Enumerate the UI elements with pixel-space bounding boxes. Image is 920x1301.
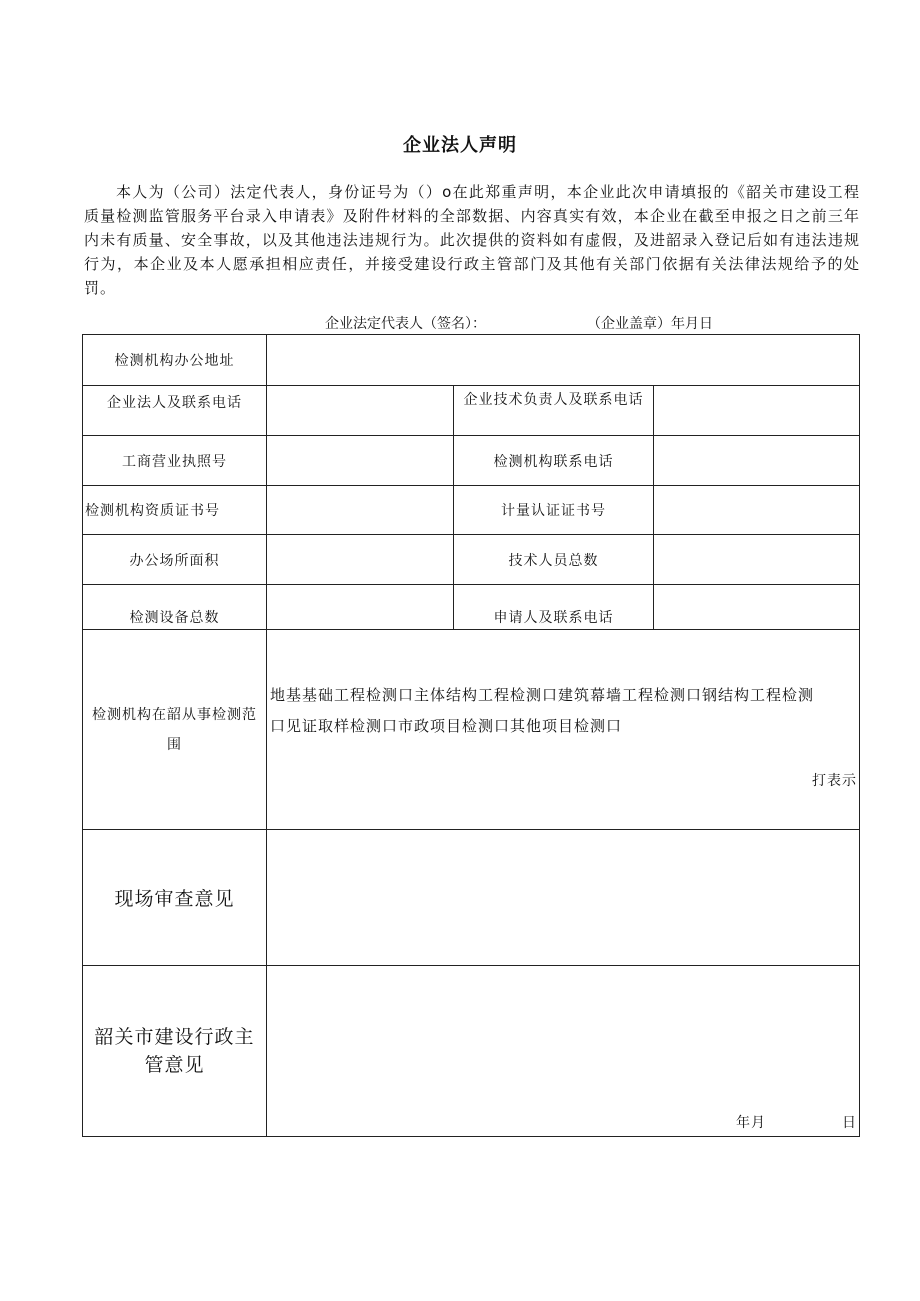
applicant-field[interactable]	[654, 585, 860, 630]
scope-options[interactable]	[270, 680, 860, 742]
office-address-label: 检测机构办公地址	[83, 335, 267, 386]
agency-phone-label: 检测机构联系电话	[454, 436, 654, 486]
applicant-label: 申请人及联系电话	[454, 585, 654, 630]
office-address-field[interactable]	[267, 335, 860, 386]
authority-opinion-label: 韶关市建设行政主管意见	[83, 966, 267, 1137]
scope-options-line-2: 口见证取样检测口市政项目检测口其他项目检测口	[270, 717, 623, 735]
office-area-label: 办公场所面积	[83, 535, 267, 585]
scope-options-line-1: 地基基础工程检测口主体结构工程检测口建筑幕墙工程检测口钢结构工程检测	[270, 686, 815, 704]
seal-date-label: （企业盖章）年月日	[587, 316, 713, 332]
equipment-field[interactable]	[267, 585, 454, 630]
legal-person-label: 企业法人及联系电话	[83, 386, 267, 436]
scope-label: 检测机构在韶从事检测范围	[83, 630, 267, 830]
equipment-label: 检测设备总数	[83, 585, 267, 630]
qualification-cert-field[interactable]	[267, 486, 454, 535]
table-row	[83, 335, 860, 386]
application-table	[82, 334, 860, 1137]
date-year-month: 年月	[736, 1115, 767, 1131]
table-row	[83, 535, 860, 585]
business-license-label: 工商营业执照号	[83, 436, 267, 486]
page-title: 企业法人声明	[403, 135, 517, 156]
office-area-field[interactable]	[267, 535, 454, 585]
scope-options-cell[interactable]	[267, 630, 860, 830]
table-row	[83, 585, 860, 630]
date-day: 日	[842, 1115, 858, 1131]
table-row	[83, 436, 860, 486]
tech-lead-field[interactable]	[654, 386, 860, 436]
table-row	[83, 830, 860, 966]
signature-label: 企业法定代表人（签名）：	[325, 316, 486, 332]
qualification-cert-label: 检测机构资质证书号	[83, 486, 267, 535]
tech-lead-label: 企业技术负责人及联系电话	[454, 386, 654, 436]
table-row	[83, 966, 860, 1137]
agency-phone-field[interactable]	[654, 436, 860, 486]
metrology-cert-field[interactable]	[654, 486, 860, 535]
site-review-label: 现场审查意见	[83, 830, 267, 966]
metrology-cert-label: 计量认证证书号	[454, 486, 654, 535]
table-row	[83, 486, 860, 535]
approval-date	[736, 1112, 857, 1132]
table-row	[83, 630, 860, 830]
tick-instruction: 打表示	[812, 773, 858, 789]
tech-staff-label: 技术人员总数	[454, 535, 654, 585]
site-review-field[interactable]	[267, 830, 860, 966]
business-license-field[interactable]	[267, 436, 454, 486]
table-row	[83, 386, 860, 436]
legal-person-field[interactable]	[267, 386, 454, 436]
declaration-text: 本人为（公司）法定代表人，身份证号为（）o在此郑重声明，本企业此次申请填报的《韶关市建设工程质量检测监管服务平台录入申请表》及附件材料的全部数据、内容真实有效，本企业在截至申报之日之前三年内未有质量、安全事故，以及其他违法违规行为。此次提供的资料如有虚假，及进韶录入登记后如有违法违规行为，本企业及本人愿承担相应责任，并接受建设行政主管部门及其他有关部门依据有关法律法规给予的处罚。	[84, 183, 860, 297]
tech-staff-field[interactable]	[654, 535, 860, 585]
authority-opinion-field[interactable]	[267, 966, 860, 1137]
